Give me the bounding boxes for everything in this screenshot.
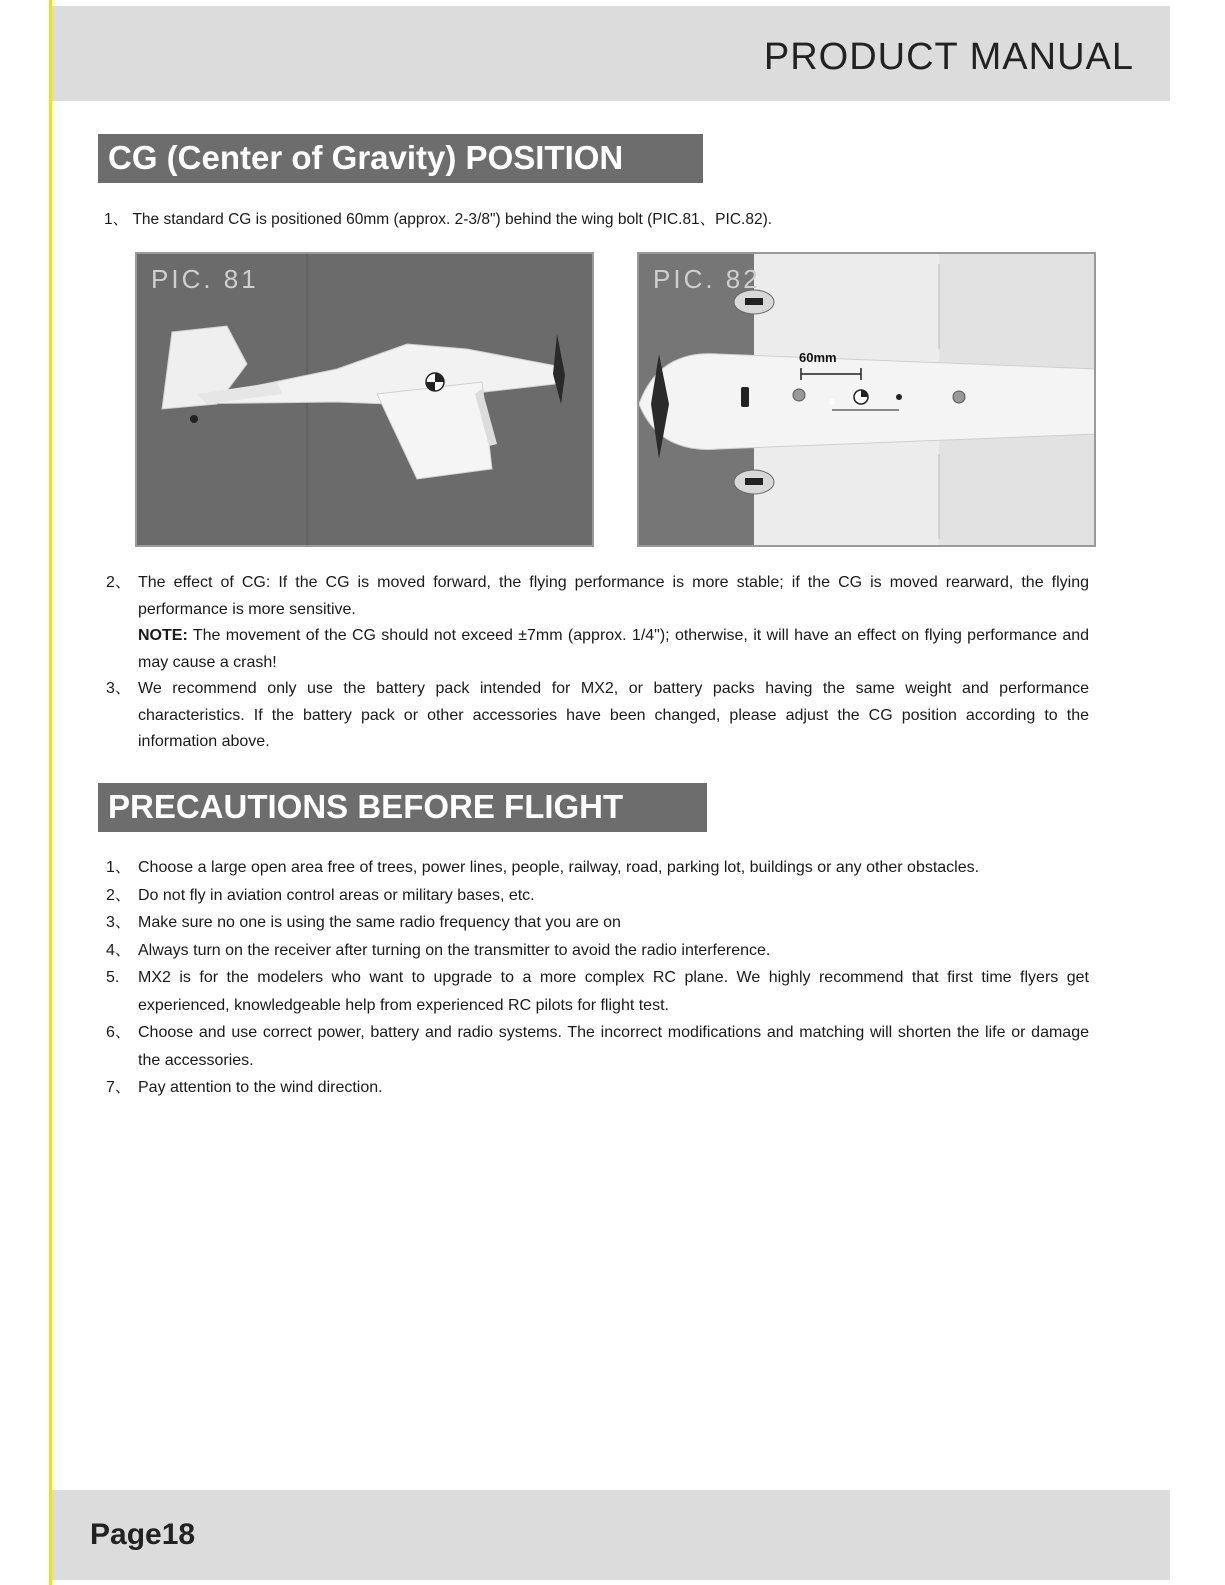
cg-lead-text <box>104 207 772 229</box>
list-item-text: The effect of CG: If the CG is moved forward, the flying performance is more stable; if the CG is moved rearward, the flying performance is more sensitive. <box>138 574 1089 618</box>
list-item-number: 2、 <box>106 574 131 591</box>
list-item <box>104 909 1089 937</box>
list-item-number: 5. <box>106 969 120 986</box>
list-item-text: Do not fly in aviation control areas or military bases, etc. <box>138 886 535 904</box>
list-item-number: 4、 <box>106 941 131 959</box>
list-item <box>104 570 1089 676</box>
pic-82-measure-label: 60mm <box>799 350 837 365</box>
list-item-text: Choose a large open area free of trees, power lines, people, railway, road, parking lot, buildings or any other obstacles. <box>138 859 980 876</box>
list-item-number: 6、 <box>106 1024 131 1041</box>
list-item-text: Pay attention to the wind direction. <box>138 1079 383 1096</box>
list-item <box>104 676 1089 756</box>
list-item-text: Always turn on the receiver after turning on the transmitter to avoid the radio interference. <box>138 941 771 959</box>
airplane-top-illustration <box>639 254 1096 547</box>
list-item <box>104 964 1089 1019</box>
pic-81-side-view <box>135 252 594 547</box>
list-item <box>104 937 1089 965</box>
page-footer <box>52 1490 1170 1580</box>
page-number: Page18 <box>90 1518 196 1551</box>
section-title-precautions: PRECAUTIONS BEFORE FLIGHT <box>98 783 707 832</box>
list-item <box>104 882 1089 910</box>
pic-81-label: PIC. 81 <box>151 264 259 294</box>
list-item-text: Choose and use correct power, battery and radio systems. The incorrect modifications and matching will shorten the life or damage the accessories. <box>138 1024 1089 1069</box>
list-item-number: 3、 <box>106 914 131 931</box>
note-label: NOTE: <box>138 627 188 644</box>
list-item-text: We recommend only use the battery pack intended for MX2, or battery packs having the same weight and performance characteristics. If the battery pack or other accessories have been changed, please adjust the CG position according to the information above. <box>138 680 1089 750</box>
cg-lead-body: The standard CG is positioned 60mm (approx. 2-3/8") behind the wing bolt (PIC.81、PIC.82). <box>132 211 773 228</box>
list-item-number: 1、 <box>106 859 131 876</box>
cg-list <box>104 570 1089 756</box>
precautions-list <box>104 854 1089 1102</box>
list-item-number: 7、 <box>106 1079 131 1096</box>
header-title: PRODUCT MANUAL <box>763 36 1134 78</box>
list-item <box>104 1074 1089 1102</box>
note-text: The movement of the CG should not exceed ±7mm (approx. 1/4"); otherwise, it will have an effect on flying performance and may cause a crash! <box>138 627 1090 671</box>
list-item-text: MX2 is for the modelers who want to upgrade to a more complex RC plane. We highly recommend that first time flyers get experienced, knowledgeable help from experienced RC pilots for flight test. <box>138 969 1089 1014</box>
page-header <box>52 6 1170 101</box>
cg-lead-number: 1、 <box>104 211 129 228</box>
list-item-number: 3、 <box>106 680 131 697</box>
airplane-side-illustration <box>137 254 594 547</box>
list-item-text: Make sure no one is using the same radio frequency that you are on <box>138 914 621 931</box>
note <box>138 627 1089 671</box>
list-item <box>104 1019 1089 1074</box>
list-item-number: 2、 <box>106 886 131 904</box>
pic-82-top-view <box>637 252 1096 547</box>
margin-line <box>49 0 52 1585</box>
section-title-cg: CG (Center of Gravity) POSITION <box>98 134 703 183</box>
list-item <box>104 854 1089 882</box>
pic-82-label: PIC. 82 <box>653 264 761 294</box>
